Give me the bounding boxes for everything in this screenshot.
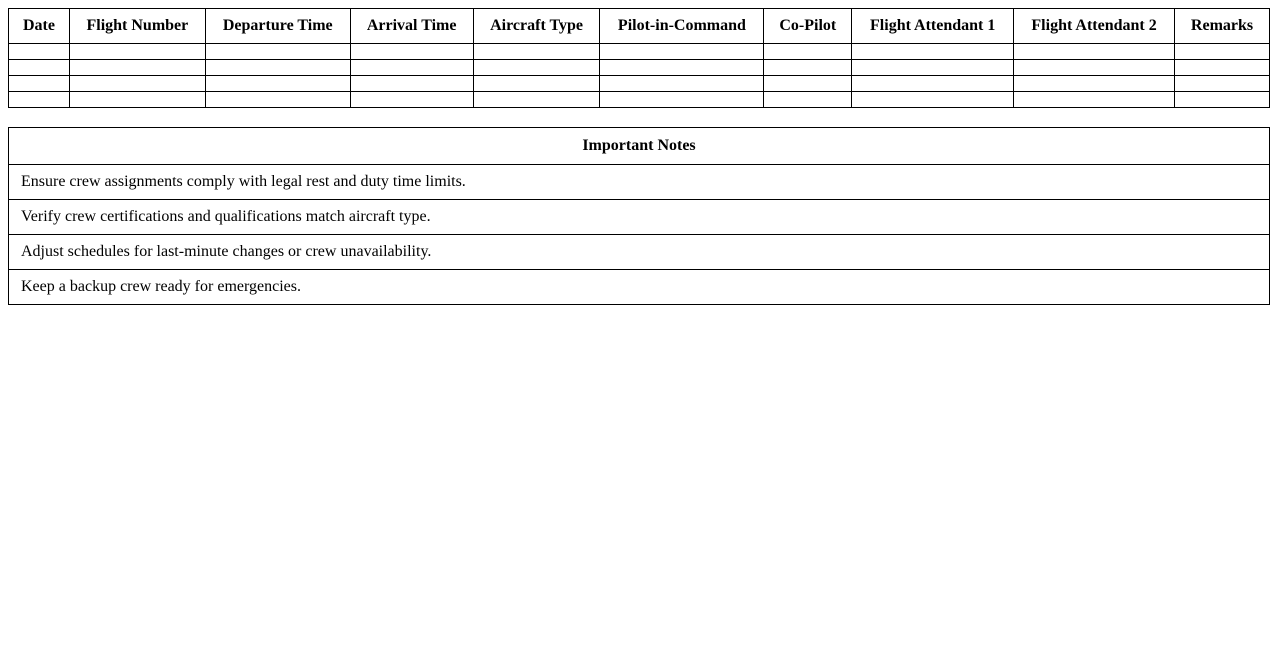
column-header-aircraft-type: Aircraft Type xyxy=(473,9,600,44)
schedule-header-row xyxy=(9,9,1270,44)
table-cell xyxy=(764,60,852,76)
table-row xyxy=(9,92,1270,108)
table-cell xyxy=(350,76,473,92)
notes-title: Important Notes xyxy=(9,128,1270,165)
table-cell xyxy=(1014,76,1175,92)
table-row xyxy=(9,44,1270,60)
table-cell xyxy=(852,44,1014,60)
table-cell xyxy=(9,60,70,76)
table-cell xyxy=(600,76,764,92)
table-cell xyxy=(69,60,205,76)
table-cell xyxy=(1175,92,1270,108)
table-cell xyxy=(764,44,852,60)
table-cell xyxy=(9,44,70,60)
table-cell xyxy=(1175,44,1270,60)
table-cell xyxy=(1014,60,1175,76)
column-header-flight-attendant-1: Flight Attendant 1 xyxy=(852,9,1014,44)
table-cell xyxy=(1014,44,1175,60)
column-header-departure-time: Departure Time xyxy=(205,9,350,44)
table-cell xyxy=(764,76,852,92)
table-cell xyxy=(350,92,473,108)
note-row xyxy=(9,200,1270,235)
table-cell xyxy=(1014,92,1175,108)
note-item: Ensure crew assignments comply with legal rest and duty time limits. xyxy=(9,165,1270,200)
table-cell xyxy=(69,76,205,92)
table-cell xyxy=(600,92,764,108)
table-cell xyxy=(852,76,1014,92)
column-header-flight-number: Flight Number xyxy=(69,9,205,44)
column-header-pilot-in-command: Pilot-in-Command xyxy=(600,9,764,44)
column-header-arrival-time: Arrival Time xyxy=(350,9,473,44)
column-header-remarks: Remarks xyxy=(1175,9,1270,44)
table-cell xyxy=(205,76,350,92)
table-cell xyxy=(473,76,600,92)
column-header-co-pilot: Co-Pilot xyxy=(764,9,852,44)
notes-header-row xyxy=(9,128,1270,165)
table-cell xyxy=(69,92,205,108)
column-header-flight-attendant-2: Flight Attendant 2 xyxy=(1014,9,1175,44)
table-cell xyxy=(350,60,473,76)
table-cell xyxy=(205,44,350,60)
note-row xyxy=(9,270,1270,305)
table-cell xyxy=(852,92,1014,108)
table-cell xyxy=(1175,60,1270,76)
table-cell xyxy=(473,60,600,76)
table-cell xyxy=(69,44,205,60)
table-cell xyxy=(350,44,473,60)
table-cell xyxy=(473,44,600,60)
table-cell xyxy=(205,60,350,76)
note-row xyxy=(9,165,1270,200)
table-cell xyxy=(852,60,1014,76)
note-item: Adjust schedules for last-minute changes or crew unavailability. xyxy=(9,235,1270,270)
table-cell xyxy=(205,92,350,108)
crew-schedule-table xyxy=(8,8,1270,108)
note-item: Keep a backup crew ready for emergencies. xyxy=(9,270,1270,305)
note-item: Verify crew certifications and qualifications match aircraft type. xyxy=(9,200,1270,235)
table-cell xyxy=(473,92,600,108)
table-cell xyxy=(764,92,852,108)
note-row xyxy=(9,235,1270,270)
important-notes-table xyxy=(8,127,1270,305)
table-cell xyxy=(600,60,764,76)
table-cell xyxy=(9,92,70,108)
column-header-date: Date xyxy=(9,9,70,44)
table-cell xyxy=(1175,76,1270,92)
table-row xyxy=(9,76,1270,92)
table-row xyxy=(9,60,1270,76)
table-cell xyxy=(600,44,764,60)
table-cell xyxy=(9,76,70,92)
